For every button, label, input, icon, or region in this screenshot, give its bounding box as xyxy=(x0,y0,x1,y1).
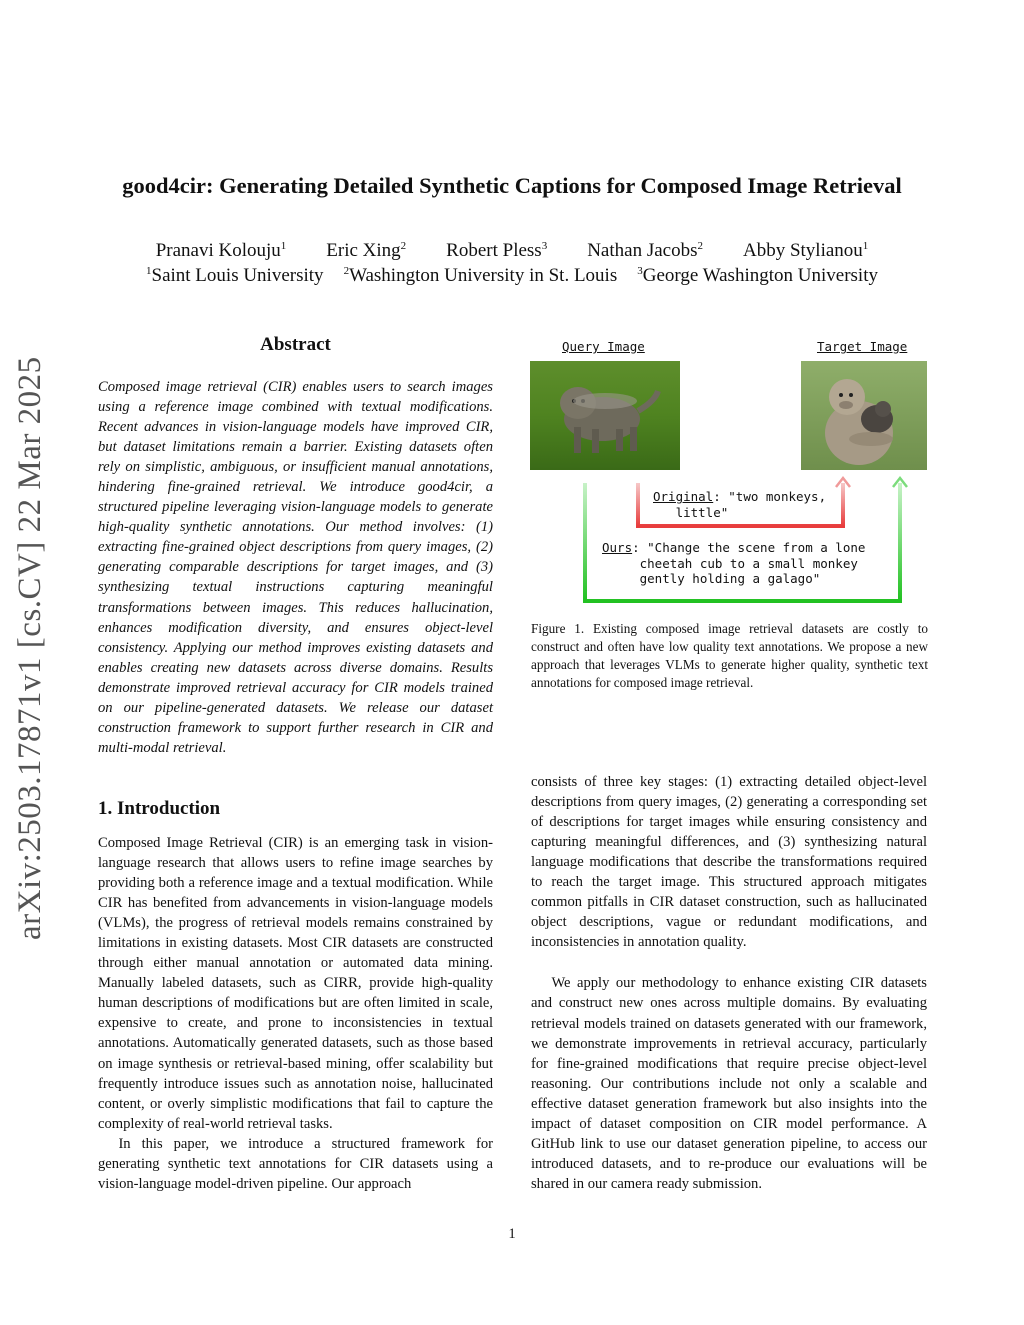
section-heading-introduction: 1. Introduction xyxy=(98,798,221,819)
affiliation: $^3$George Washington University xyxy=(637,265,878,286)
page-number: 1 xyxy=(508,1226,516,1242)
query-image-label: Query Image xyxy=(562,339,645,354)
original-annotation: Original: "two monkeys, little" xyxy=(653,489,827,520)
intro-paragraph: consists of three key stages: (1) extracting detailed object-level descriptions from query images, (2) generating a corresponding set of descriptions for target images while ensuring consistency and capturing meaningful differences, and (3) synthesizing natural language modifications that describe the transformations required to reach the target image. This structured approach mitigates common pitfalls in CIR dataset construction, such as hallucinated object descriptions, vague or redundant modifications, and inconsistencies in annotation quality. xyxy=(531,774,927,951)
intro-left-column xyxy=(98,833,493,1194)
affiliation: $^1$Saint Louis University xyxy=(146,265,324,286)
affiliation-list xyxy=(60,265,964,287)
affiliation: $^2$Washington University in St. Louis xyxy=(343,265,618,286)
author: Nathan Jacobs$^2$ xyxy=(587,240,703,261)
author: Eric Xing$^2$ xyxy=(326,240,407,261)
author: Robert Pless$^3$ xyxy=(446,240,548,261)
intro-paragraph: In this paper, we introduce a structured framework for generating synthetic text annotations for CIR datasets using a vision-language model-driven pipeline. Our approach xyxy=(98,1135,493,1192)
figure-caption: Figure 1. Existing composed image retrieval datasets are costly to construct and often have low quality text annotations. We propose a new approach that leverages VLMs to generate higher quality, synthetic text annotations for composed image retrieval. xyxy=(531,621,928,690)
author: Abby Stylianou$^1$ xyxy=(742,240,869,261)
author: Pranavi Kolouju$^1$ xyxy=(155,240,287,261)
target-image-label: Target Image xyxy=(817,339,908,354)
ours-annotation: Ours: "Change the scene from a lone cheetah cub to a small monkey gently holding a galago" xyxy=(602,540,866,586)
intro-paragraph: We apply our methodology to enhance existing CIR datasets and construct new ones across multiple domains. By evaluating retrieval models trained on datasets generated with our framework, we demonstrate improvements in retrieval accuracy, particularly for fine-grained modifications that require precise object-level reasoning. Our contributions include not only a scalable and effective dataset generation framework but also insights into the impact of dataset composition on CIR model performance. A GitHub link to use our dataset generation pipeline, to access our introduced datasets, and to re-produce our evaluations will be shared in our camera ready submission. xyxy=(531,975,927,1192)
paper-title: good4cir: Generating Detailed Synthetic Captions for Composed Image Retrieval xyxy=(122,173,902,198)
arxiv-identifier: arXiv:2503.17871v1 [cs.CV] 22 Mar 2025 xyxy=(12,356,48,940)
intro-right-column xyxy=(531,772,927,1194)
abstract-text: Composed image retrieval (CIR) enables users to search images using a reference image combined with textual modifications. Recent advances in vision-language models have improved CIR, but dataset limitations remain a barrier. Existing datasets often rely on simplistic, ambiguous, or insufficient manual annotations, hindering fine-grained retrieval. We introduce good4cir, a structured pipeline leveraging vision-language models to generate high-quality synthetic annotations. Our method involves: (1) extracting fine-grained object descriptions from query images, (2) generating comparable descriptions for target images, and (3) synthesizing textual instructions capturing meaningful transformations between images. This reduces hallucination, enhances modification diversity, and ensures object-level consistency. Applying our method improves existing datasets and enables creating new datasets across diverse domains. Results demonstrate improved retrieval accuracy for CIR models trained on our pipeline-generated datasets. We release our dataset construction framework to support further research in CIR and multi-modal retrieval. xyxy=(98,379,493,756)
author-list xyxy=(60,240,964,262)
abstract-heading: Abstract xyxy=(260,334,331,355)
intro-paragraph: Composed Image Retrieval (CIR) is an emerging task in vision-language research that allows users to refine image searches by providing both a reference image and a textual modification. While CIR has benefited from advancements in vision-language models (VLMs), the progress of retrieval models remains constrained by limitations in existing datasets. Most CIR datasets are constructed through either manual annotation or automated data mining. Manually labeled datasets, such as CIRR, provide high-quality human descriptions of modifications but are often limited in scale, expensive to create, and prone to inconsistencies in textual annotations. Automatically generated datasets, such as those based on image synthesis or retrieval-based mining, offer scalability but frequently introduce issues such as annotation noise, hallucinated content, or overly simplistic modifications that fail to capture the complexity of real-world retrieval tasks. xyxy=(98,835,493,1132)
figure-1 xyxy=(527,333,932,613)
